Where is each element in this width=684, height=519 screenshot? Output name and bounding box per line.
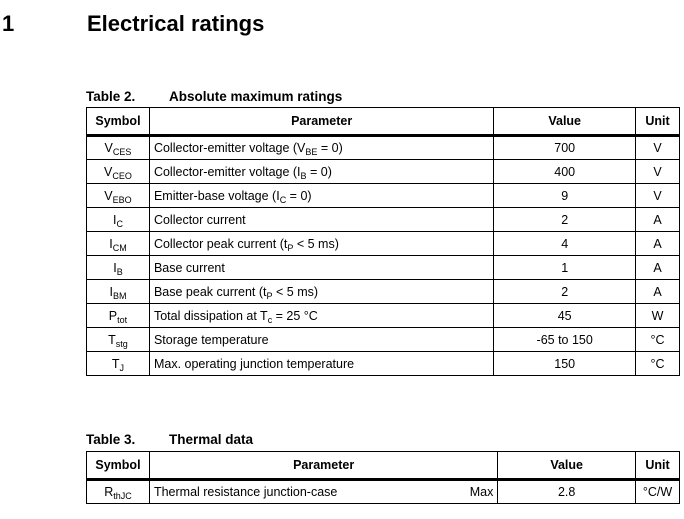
symbol-letter: R	[104, 485, 114, 499]
parameter-cell	[149, 280, 493, 304]
symbol-cell	[87, 352, 150, 376]
parameter-text: Total dissipation at T	[153, 308, 268, 323]
table-row	[87, 160, 680, 184]
symbol-subscript: stg	[115, 338, 128, 349]
value-cell: 9	[494, 184, 636, 208]
parameter-text: Collector current	[153, 212, 246, 227]
symbol-cell	[87, 160, 150, 184]
unit-cell: A	[636, 232, 680, 256]
table-row	[87, 280, 680, 304]
symbol-cell	[87, 208, 150, 232]
unit-cell: V	[636, 160, 680, 184]
table-row	[87, 232, 680, 256]
table2-header-parameter: Parameter	[149, 108, 493, 136]
table3-caption-title: Thermal data	[169, 432, 254, 447]
symbol-subscript: J	[119, 362, 125, 373]
table3-header-value: Value	[498, 452, 636, 480]
parameter-cell	[149, 184, 493, 208]
value-cell: 150	[494, 352, 636, 376]
value-cell: -65 to 150	[494, 328, 636, 352]
symbol-letter: I	[109, 284, 113, 299]
value-cell: 2	[494, 280, 636, 304]
symbol-cell	[87, 280, 150, 304]
symbol-cell	[87, 184, 150, 208]
parameter-text-suffix: < 5 ms)	[293, 236, 339, 251]
table-row	[87, 480, 680, 504]
parameter-text: Collector peak current (t	[153, 236, 288, 251]
parameter-text: Base peak current (t	[153, 284, 267, 299]
absolute-max-ratings-table	[86, 107, 680, 376]
parameter-text: Base current	[153, 260, 225, 275]
parameter-subscript: BE	[305, 147, 318, 157]
parameter-text: Emitter-base voltage (I	[153, 188, 280, 203]
table3-header-symbol: Symbol	[87, 452, 150, 480]
parameter-subscript: P	[287, 242, 294, 253]
parameter-subscript: P	[266, 290, 273, 301]
symbol-subscript: BM	[112, 290, 127, 301]
table-row	[87, 208, 680, 232]
symbol-letter: T	[111, 356, 120, 371]
parameter-cell	[149, 256, 493, 280]
unit-cell: °C/W	[635, 480, 679, 504]
table3-header-parameter: Parameter	[149, 452, 497, 480]
unit-cell: A	[636, 208, 680, 232]
symbol-letter: P	[108, 308, 118, 323]
symbol-cell	[87, 480, 150, 504]
table2-caption-number: Table 2.	[86, 89, 136, 104]
table-row	[87, 136, 680, 160]
table3-caption-number: Table 3.	[86, 432, 136, 447]
value-cell: 700	[494, 136, 636, 160]
symbol-subscript: CEO	[112, 170, 132, 181]
symbol-letter: T	[108, 332, 116, 347]
symbol-letter: V	[104, 164, 113, 179]
value-cell: 2	[494, 208, 636, 232]
parameter-cell	[149, 232, 493, 256]
table3-header-row	[87, 452, 680, 480]
symbol-letter: V	[104, 141, 113, 155]
table-row	[87, 256, 680, 280]
table2-header-row	[87, 108, 680, 136]
value-cell: 45	[494, 304, 636, 328]
symbol-letter: I	[113, 260, 117, 275]
symbol-cell	[87, 328, 150, 352]
symbol-subscript: B	[116, 266, 123, 277]
value-cell: 400	[494, 160, 636, 184]
parameter-cell	[149, 160, 493, 184]
parameter-qualifier: Max	[469, 485, 494, 499]
table-row	[87, 352, 680, 376]
parameter-text-suffix: = 0)	[306, 164, 332, 179]
section-title: Electrical ratings	[87, 11, 265, 36]
table-row	[87, 328, 680, 352]
unit-cell: °C	[636, 352, 680, 376]
symbol-cell	[87, 256, 150, 280]
parameter-text-suffix: = 25 °C	[272, 308, 318, 323]
symbol-cell	[87, 136, 150, 160]
parameter-subscript: C	[279, 194, 287, 205]
parameter-cell	[149, 328, 493, 352]
table2-caption	[86, 89, 342, 104]
unit-cell: °C	[636, 328, 680, 352]
parameter-cell	[149, 480, 497, 504]
unit-cell: A	[636, 256, 680, 280]
parameter-text-suffix: = 0)	[317, 141, 343, 155]
table-row	[87, 184, 680, 208]
unit-cell: A	[636, 280, 680, 304]
parameter-subscript: B	[300, 170, 307, 181]
unit-cell: V	[636, 136, 680, 160]
table2-header-value: Value	[494, 108, 636, 136]
parameter-cell	[149, 352, 493, 376]
value-cell: 2.8	[498, 480, 636, 504]
parameter-text: Max. operating junction temperature	[153, 356, 355, 371]
symbol-subscript: EBO	[112, 194, 132, 205]
parameter-text-suffix: = 0)	[286, 188, 312, 203]
symbol-letter: I	[112, 212, 117, 227]
table3-caption	[86, 432, 253, 447]
table2-caption-title: Absolute maximum ratings	[169, 89, 343, 104]
symbol-subscript: CM	[112, 242, 127, 253]
symbol-cell	[87, 304, 150, 328]
parameter-cell	[149, 304, 493, 328]
value-cell: 4	[494, 232, 636, 256]
parameter-cell	[149, 136, 493, 160]
symbol-subscript: CES	[112, 147, 132, 157]
unit-cell: V	[636, 184, 680, 208]
symbol-letter: I	[109, 236, 113, 251]
symbol-subscript: tot	[117, 314, 128, 325]
symbol-letter: V	[104, 188, 113, 203]
symbol-cell	[87, 232, 150, 256]
table3-header-unit: Unit	[635, 452, 679, 480]
table-row	[87, 304, 680, 328]
thermal-data-table	[86, 451, 680, 504]
table2-header-symbol: Symbol	[87, 108, 150, 136]
parameter-text: Collector-emitter voltage (V	[153, 141, 306, 155]
parameter-cell	[149, 208, 493, 232]
parameter-text: Storage temperature	[153, 332, 269, 347]
section-number: 1	[2, 11, 15, 36]
unit-cell: W	[636, 304, 680, 328]
table2-header-unit: Unit	[636, 108, 680, 136]
symbol-subscript: C	[116, 218, 123, 229]
parameter-subscript: c	[267, 314, 273, 325]
symbol-subscript: thJC	[113, 491, 132, 501]
parameter-text: Collector-emitter voltage (I	[153, 164, 301, 179]
parameter-text: Thermal resistance junction-case	[153, 485, 338, 499]
value-cell: 1	[494, 256, 636, 280]
parameter-text-suffix: < 5 ms)	[272, 284, 319, 299]
